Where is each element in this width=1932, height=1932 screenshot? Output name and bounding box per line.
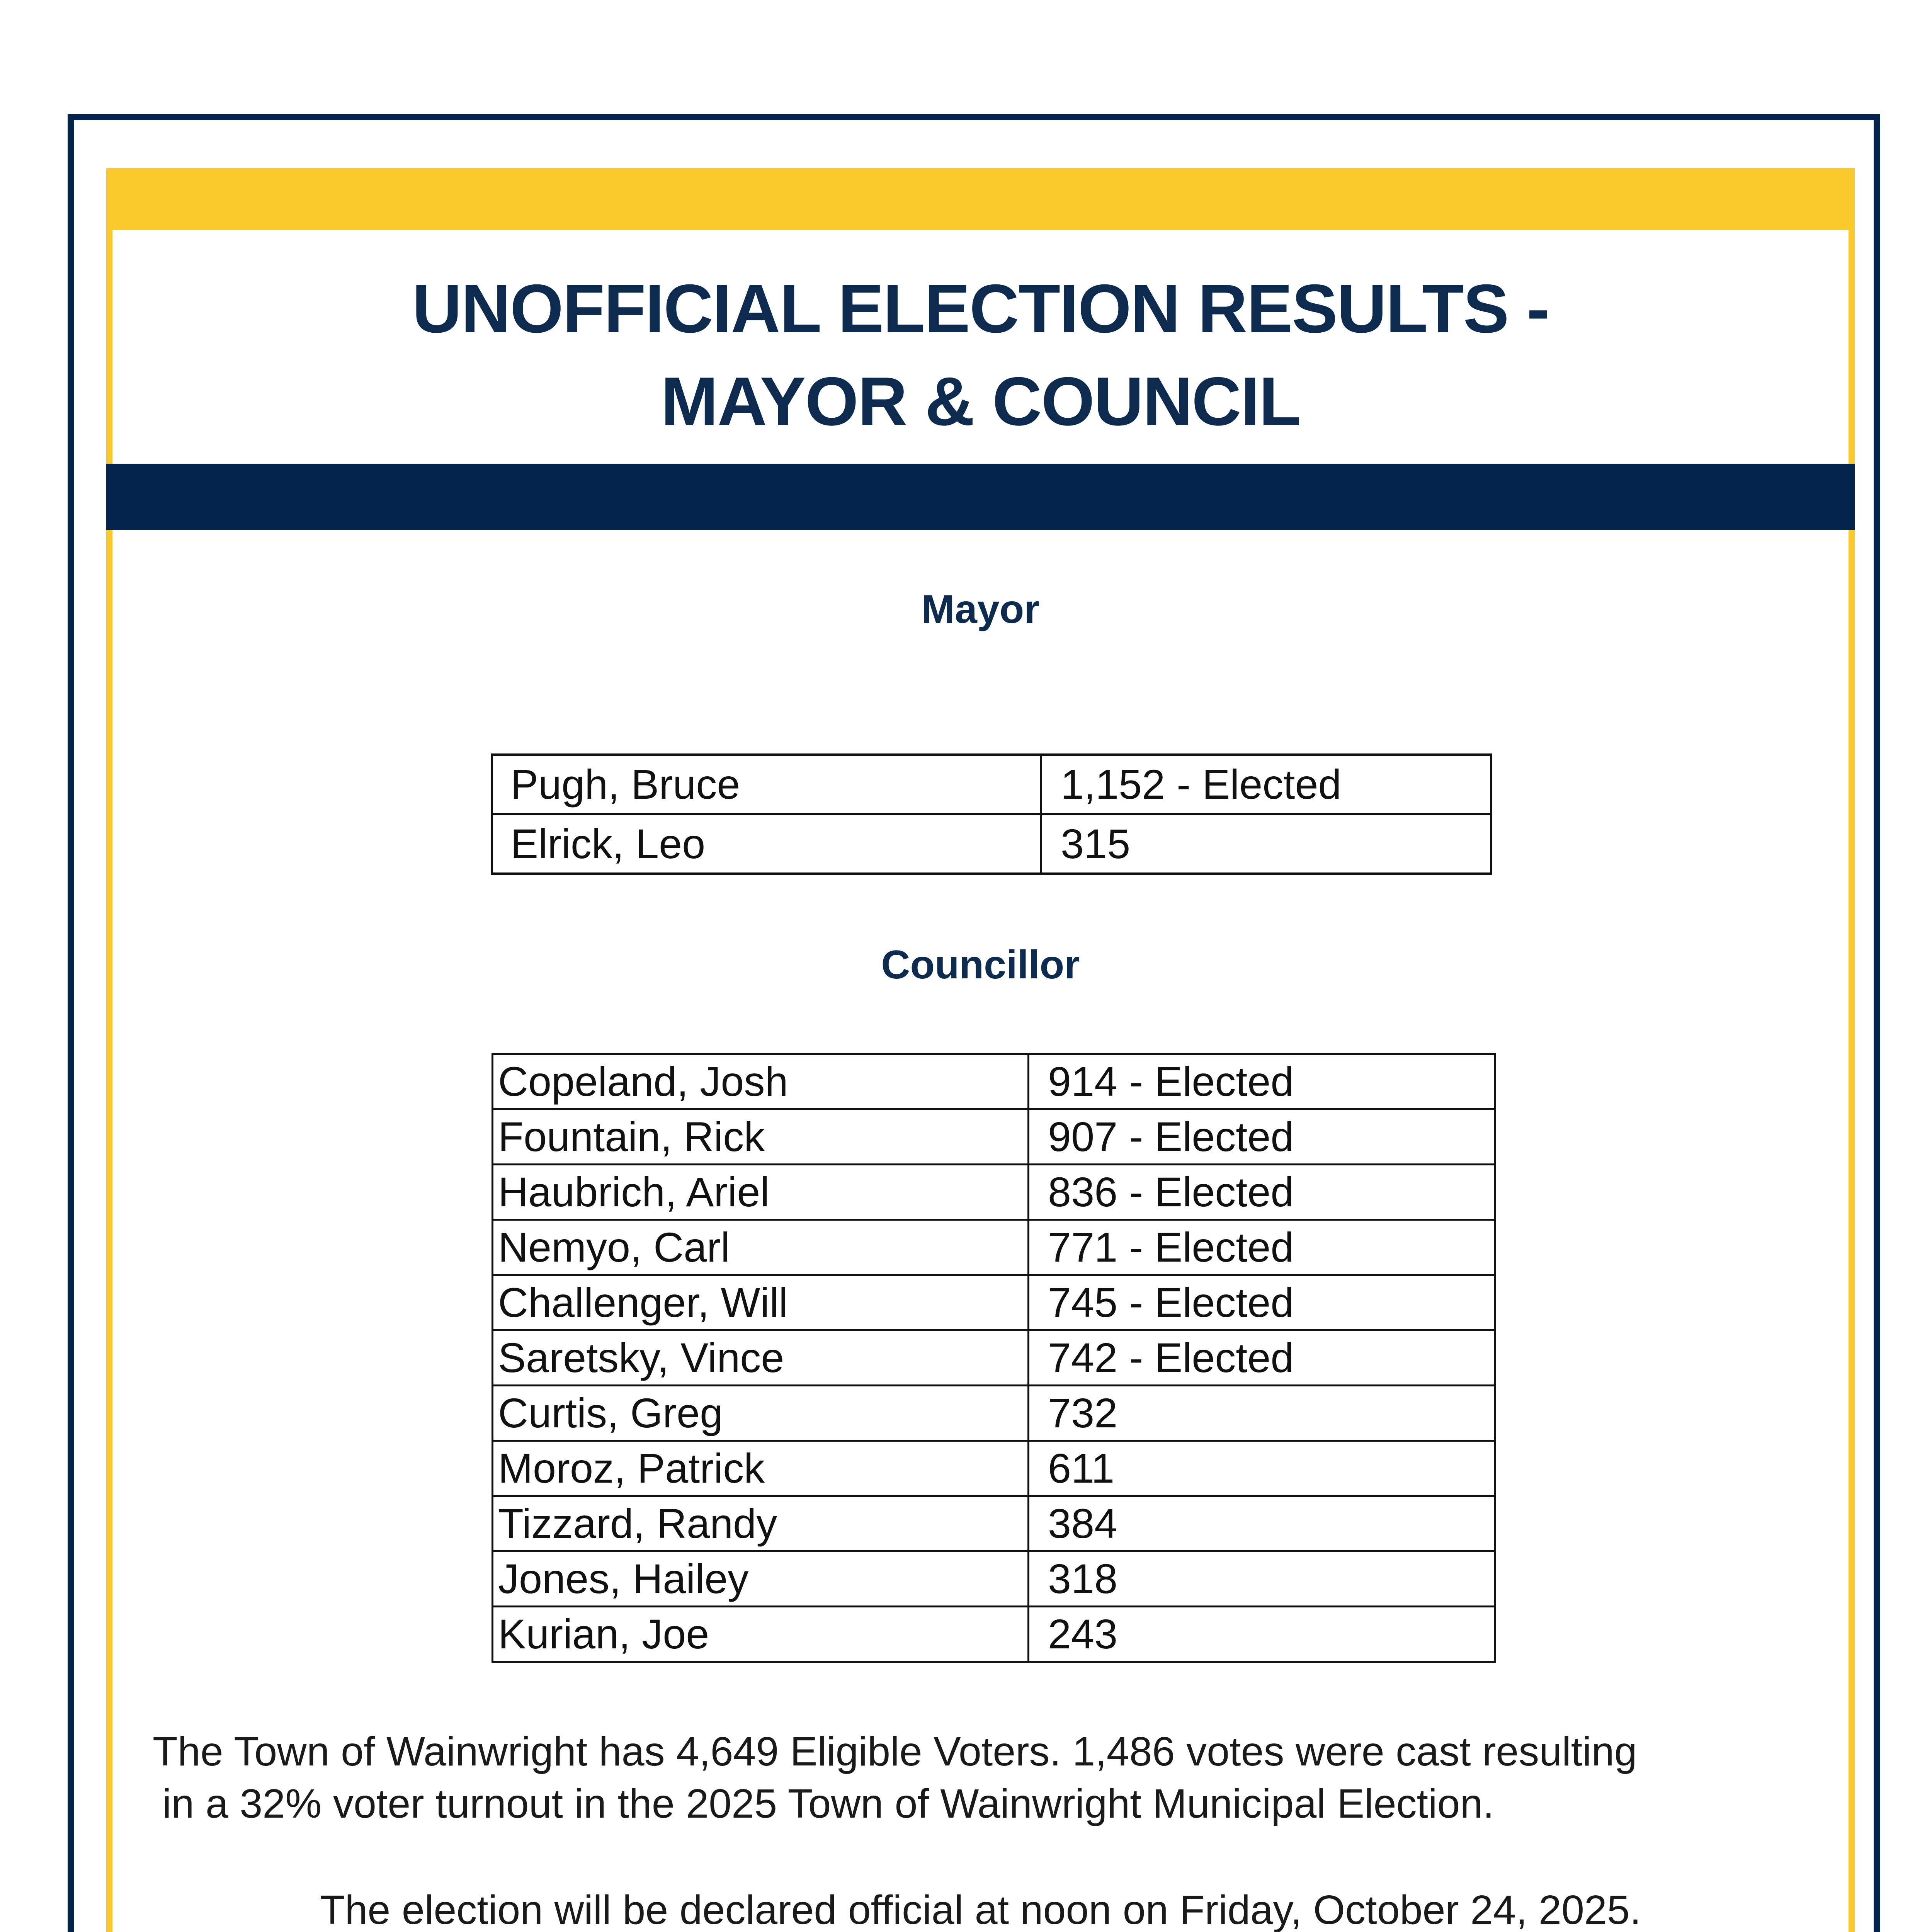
candidate-name: Saretsky, Vince — [493, 1330, 1029, 1386]
candidate-name: Pugh, Bruce — [492, 755, 1041, 814]
vote-count: 914 - Elected — [1029, 1054, 1495, 1109]
candidate-name: Haubrich, Ariel — [493, 1165, 1029, 1220]
council-table-row — [493, 1275, 1495, 1330]
official-declaration-notice: The election will be declared official at noon on Friday, October 24, 2025. — [320, 1887, 1641, 1932]
vote-count: 611 — [1029, 1441, 1495, 1496]
council-table-row — [493, 1551, 1495, 1607]
vote-count: 318 — [1029, 1551, 1495, 1607]
candidate-name: Jones, Hailey — [493, 1551, 1029, 1607]
turnout-summary-line-1: The Town of Wainwright has 4,649 Eligible Voters. 1,486 votes were cast resulting — [153, 1729, 1637, 1774]
council-table-row — [493, 1330, 1495, 1386]
council-table-row — [493, 1441, 1495, 1496]
candidate-name: Copeland, Josh — [493, 1054, 1029, 1109]
vote-count: 771 - Elected — [1029, 1220, 1495, 1275]
candidate-name: Fountain, Rick — [493, 1109, 1029, 1165]
council-table-row — [493, 1109, 1495, 1165]
council-table-row — [493, 1386, 1495, 1441]
vote-count: 836 - Elected — [1029, 1165, 1495, 1220]
council-table-row — [493, 1220, 1495, 1275]
vote-count: 745 - Elected — [1029, 1275, 1495, 1330]
turnout-summary-line-2: in a 32% voter turnout in the 2025 Town of Wainwright Municipal Election. — [162, 1781, 1494, 1827]
councillor-results-table — [492, 1053, 1496, 1663]
page-title-line-2: MAYOR & COUNCIL — [661, 363, 1300, 440]
vote-count: 315 — [1041, 814, 1491, 874]
header-navy-band — [106, 464, 1855, 530]
top-gold-band — [106, 168, 1855, 230]
candidate-name: Kurian, Joe — [493, 1607, 1029, 1662]
council-table-row — [493, 1496, 1495, 1551]
vote-count: 1,152 - Elected — [1041, 755, 1491, 814]
mayor-heading: Mayor — [921, 587, 1040, 632]
candidate-name: Tizzard, Randy — [493, 1496, 1029, 1551]
mayor-table-row — [492, 755, 1491, 814]
candidate-name: Nemyo, Carl — [493, 1220, 1029, 1275]
vote-count: 742 - Elected — [1029, 1330, 1495, 1386]
candidate-name: Challenger, Will — [493, 1275, 1029, 1330]
councillor-heading: Councillor — [881, 942, 1080, 987]
candidate-name: Moroz, Patrick — [493, 1441, 1029, 1496]
mayor-results-table — [491, 753, 1492, 875]
council-table-row — [493, 1054, 1495, 1109]
page-title-line-1: UNOFFICIAL ELECTION RESULTS - — [412, 270, 1549, 347]
mayor-table-row — [492, 814, 1491, 874]
vote-count: 384 — [1029, 1496, 1495, 1551]
candidate-name: Elrick, Leo — [492, 814, 1041, 874]
candidate-name: Curtis, Greg — [493, 1386, 1029, 1441]
vote-count: 243 — [1029, 1607, 1495, 1662]
vote-count: 907 - Elected — [1029, 1109, 1495, 1165]
council-table-row — [493, 1607, 1495, 1662]
council-table-row — [493, 1165, 1495, 1220]
vote-count: 732 — [1029, 1386, 1495, 1441]
